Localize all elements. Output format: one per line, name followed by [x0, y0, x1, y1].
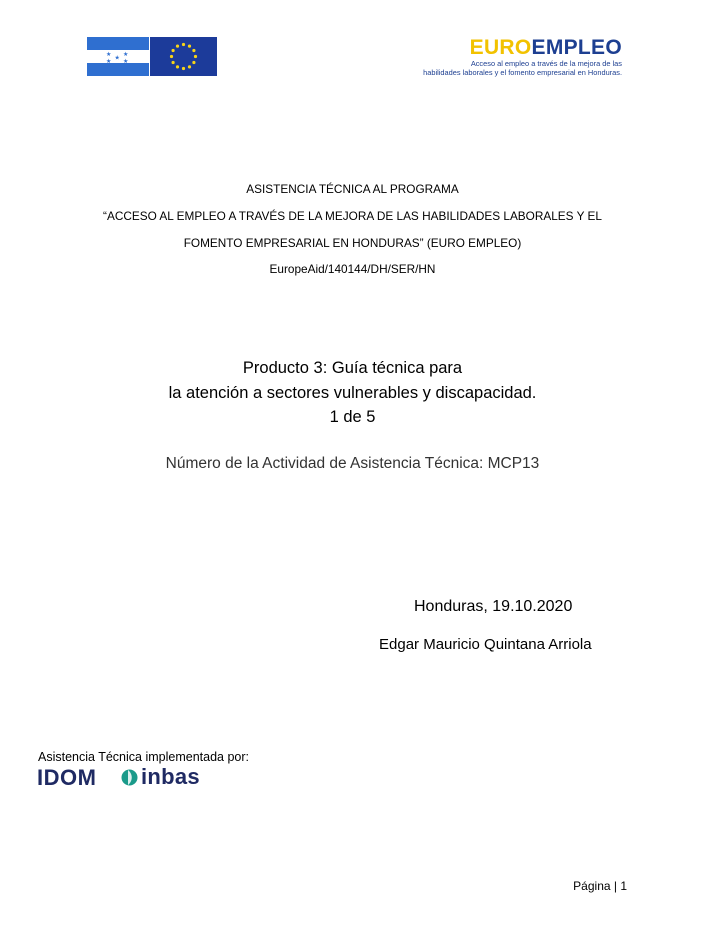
product-title-line-3: 1 de 5 [329, 408, 376, 426]
logo-tagline-line1: Acceso al empleo a través de la mejora de las [470, 59, 622, 68]
idom-logo: IDOM [37, 765, 97, 790]
logo-euro: EURO [469, 36, 532, 59]
euroempleo-wordmark [423, 38, 622, 58]
activity-number: Número de la Actividad de Asistencia Técnica: MCP13 [165, 455, 540, 472]
svg-text:★: ★ [123, 51, 129, 58]
title-line-2: “ACCESO AL EMPLEO A TRAVÉS DE LA MEJORA DE LAS HABILIDADES LABORALES Y EL [103, 209, 602, 223]
product-title-line-2: la atención a sectores vulnerables y discapacidad. [168, 384, 537, 402]
svg-text:★: ★ [114, 54, 120, 62]
euroempleo-logo [423, 38, 622, 77]
implementation-label: Asistencia Técnica implementada por: [38, 750, 249, 764]
svg-text:★: ★ [106, 51, 112, 58]
title-line-3: FOMENTO EMPRESARIAL EN HONDURAS” (EURO EMPLEO) [183, 236, 522, 250]
inbas-wordmark: inbas [141, 764, 200, 789]
page-number: Página | 1 [573, 879, 627, 893]
title-reference: EuropeAid/140144/DH/SER/HN [269, 262, 436, 276]
eu-flag-icon [150, 37, 217, 76]
product-title-line-1: Producto 3: Guía técnica para [242, 359, 463, 377]
title-line-1: ASISTENCIA TÉCNICA AL PROGRAMA [246, 182, 459, 196]
svg-text:★: ★ [106, 58, 112, 65]
honduras-flag-icon [87, 37, 149, 76]
logo-tagline-line2: habilidades laborales y el fomento empresarial en Honduras. [423, 67, 622, 77]
svg-text:★: ★ [123, 58, 129, 65]
author-name: Edgar Mauricio Quintana Arriola [379, 636, 592, 653]
inbas-drop-icon [121, 768, 138, 786]
place-date: Honduras, 19.10.2020 [414, 598, 573, 615]
logo-tagline [423, 60, 622, 77]
logo-empleo: EMPLEO [531, 36, 622, 59]
